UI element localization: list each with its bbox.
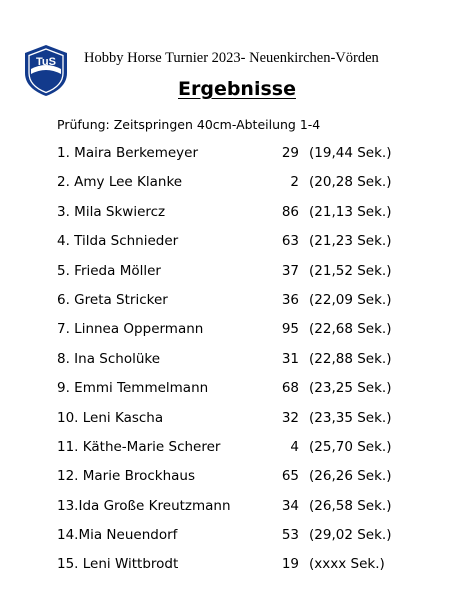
result-rider-name: 2. Amy Lee Klanke <box>57 174 183 191</box>
result-row <box>57 524 457 553</box>
result-rider-name: 9. Emmi Temmelmann <box>57 380 209 397</box>
result-time: (19,44 Sek.) <box>309 145 392 161</box>
result-time: (22,09 Sek.) <box>309 291 392 308</box>
result-row <box>57 201 457 230</box>
result-rider-name: 8. Ina Scholüke <box>57 350 161 367</box>
result-time: (29,02 Sek.) <box>309 527 392 544</box>
result-start-number: 68 <box>281 380 299 397</box>
result-rider-name: 14.Mia Neuendorf <box>57 527 178 544</box>
result-rider-name: 7. Linnea Oppermann <box>57 321 204 338</box>
result-start-number: 86 <box>281 203 299 220</box>
result-rider-name: 13.Ida Große Kreutzmann <box>57 497 231 514</box>
result-time: (xxxx Sek.) <box>309 556 385 573</box>
result-row <box>57 348 457 377</box>
result-time: (26,58 Sek.) <box>309 497 392 514</box>
logo-text: TuS <box>36 56 56 68</box>
result-start-number: 53 <box>281 527 299 544</box>
result-time: (26,26 Sek.) <box>309 468 392 485</box>
result-start-number: 37 <box>281 262 299 279</box>
result-start-number: 65 <box>281 468 299 485</box>
result-rider-name: 15. Leni Wittbrodt <box>57 556 179 573</box>
result-row <box>57 289 457 318</box>
page-title: Ergebnisse <box>178 78 296 100</box>
results-list <box>57 142 457 583</box>
result-time: (21,13 Sek.) <box>309 203 392 220</box>
result-start-number: 32 <box>281 409 299 426</box>
result-rider-name: 1. Maira Berkemeyer <box>57 145 199 161</box>
result-start-number: 31 <box>281 350 299 367</box>
result-row <box>57 318 457 347</box>
result-start-number: 19 <box>281 556 299 573</box>
result-row <box>57 553 457 582</box>
result-row <box>57 377 457 406</box>
result-time: (23,25 Sek.) <box>309 380 392 397</box>
result-rider-name: 12. Marie Brockhaus <box>57 468 196 485</box>
result-rider-name: 11. Käthe-Marie Scherer <box>57 438 221 455</box>
result-start-number: 95 <box>281 321 299 338</box>
result-time: (25,70 Sek.) <box>309 438 392 455</box>
result-row <box>57 436 457 465</box>
result-row <box>57 171 457 200</box>
result-row <box>57 495 457 524</box>
result-start-number: 36 <box>281 291 299 308</box>
result-rider-name: 3. Mila Skwiercz <box>57 203 166 220</box>
result-rider-name: 6. Greta Stricker <box>57 291 168 308</box>
result-start-number: 63 <box>281 233 299 250</box>
result-row <box>57 142 457 171</box>
result-row <box>57 407 457 436</box>
result-rider-name: 4. Tilda Schnieder <box>57 233 179 250</box>
exam-description: Prüfung: Zeitspringen 40cm-Abteilung 1-4 <box>57 117 321 132</box>
result-time: (22,88 Sek.) <box>309 350 392 367</box>
result-row <box>57 230 457 259</box>
result-time: (22,68 Sek.) <box>309 321 392 338</box>
result-row <box>57 465 457 494</box>
result-start-number: 4 <box>290 438 299 455</box>
result-time: (21,52 Sek.) <box>309 262 392 279</box>
result-rider-name: 10. Leni Kascha <box>57 409 164 426</box>
result-start-number: 2 <box>290 174 299 191</box>
result-start-number: 34 <box>281 497 299 514</box>
result-rider-name: 5. Frieda Möller <box>57 262 161 279</box>
result-row <box>57 260 457 289</box>
result-time: (23,35 Sek.) <box>309 409 392 426</box>
header-title: Hobby Horse Turnier 2023- Neuenkirchen-Vörden <box>84 50 379 66</box>
result-time: (21,23 Sek.) <box>309 233 392 250</box>
result-start-number: 29 <box>281 145 299 161</box>
result-time: (20,28 Sek.) <box>309 174 392 191</box>
